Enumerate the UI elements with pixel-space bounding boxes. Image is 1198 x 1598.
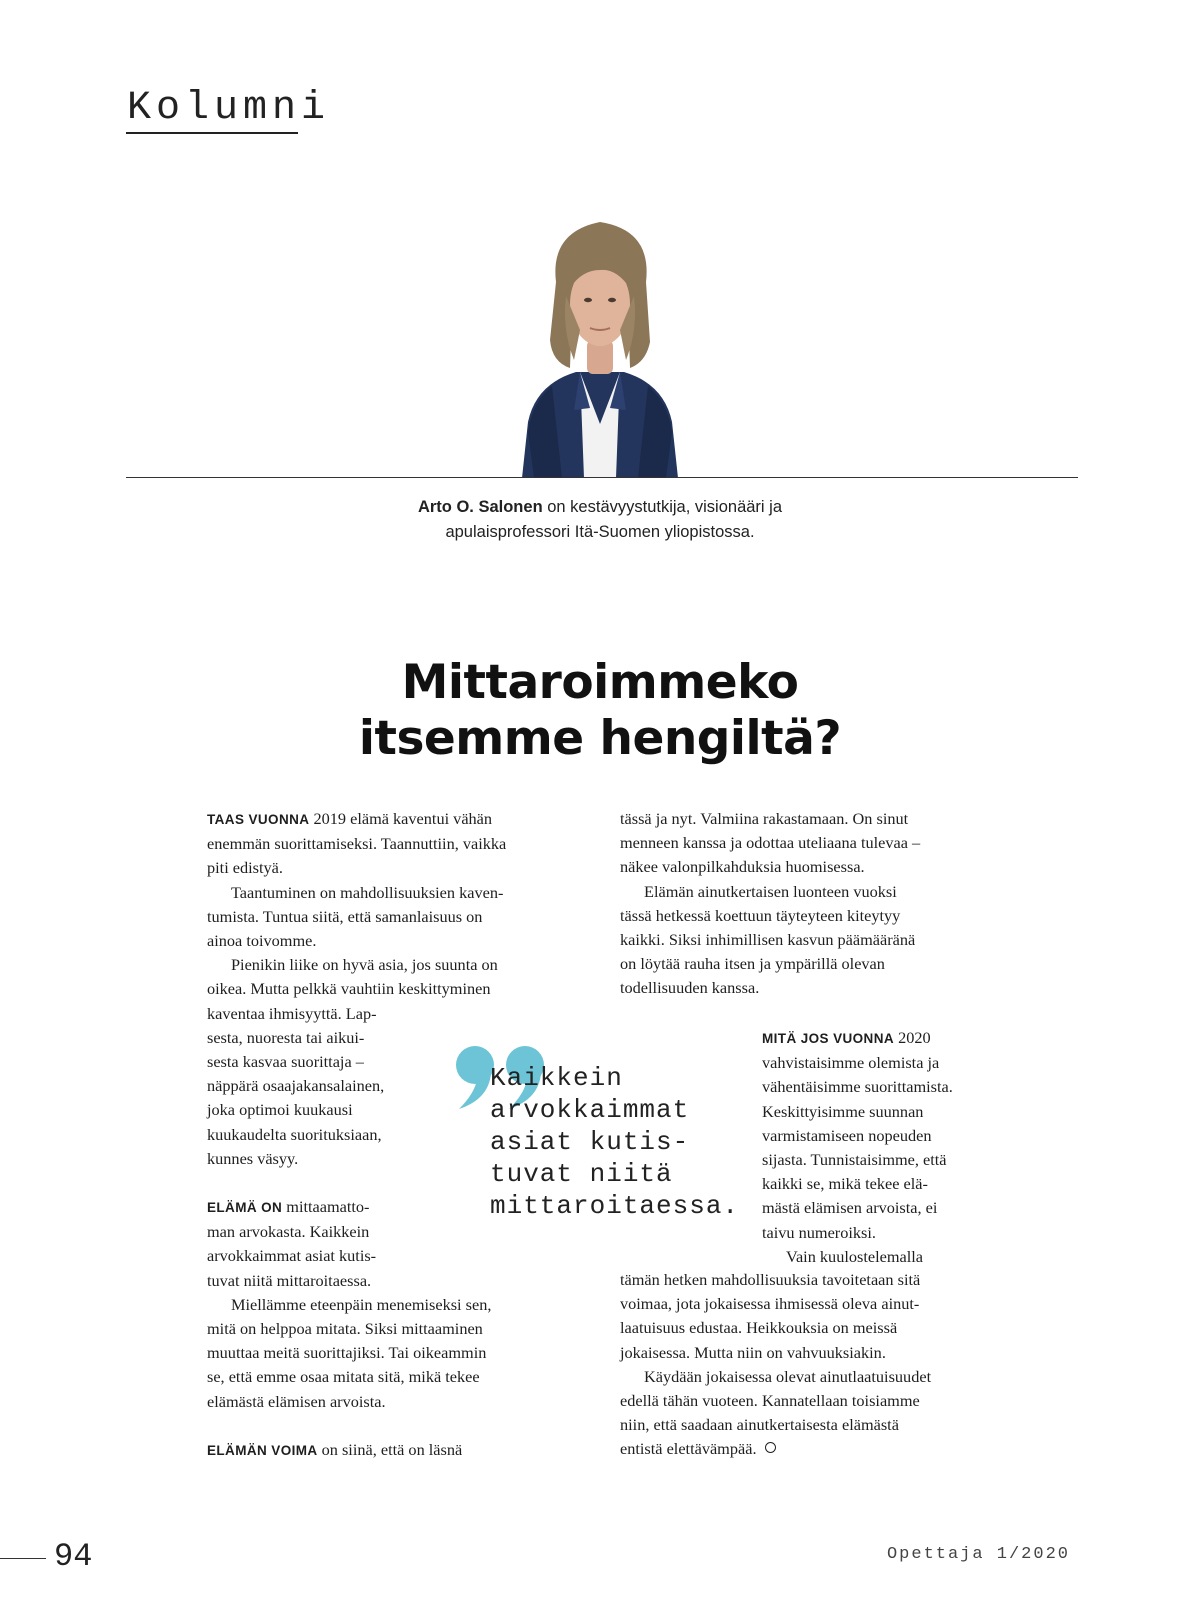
author-caption: Arto O. Salonen on kestävyystutkija, visionääri ja apulaisprofessori Itä-Suomen yliopistossa. xyxy=(417,498,783,541)
section-underline xyxy=(126,132,298,134)
headline: Mittaroimmeko itsemme hengiltä? xyxy=(358,655,842,766)
article-column-right-bottom: tämän hetken mahdollisuuksia tavoitetaan sitä voimaa, jota jokaisessa ihmisessä oleva ainut- laatuisuus edustaa. Heikkouksia on meissä jokaisessa. Mutta niin on vahvuuksiakin. Käydään jokaisessa olevat ainutlaatuisuudet edellä tähän vuoteen. Kannatellaan toisiamme niin, että saadaan ainutkertaisesta elämästä entistä elettävämpää. xyxy=(620,1270,932,1459)
footer-rule xyxy=(0,1558,46,1559)
article-column-right-top: tässä ja nyt. Valmiina rakastamaan. On sinut menneen kanssa ja odottaa uteliaana tulevaa – näkee valonpilkahduksia huomisessa. Elämän ainutkertaisen luonteen vuoksi tässä hetkessä koettuun täyteyteen kiteytyy kaikki. Siksi inhimillisen kasvun päämääränä on löytää rauha itsen ja ympärillä olevan todellisuuden kanssa. xyxy=(620,809,921,998)
article-column-right-narrow: MITÄ JOS VUONNA 2020 vahvistaisimme olemista ja vähentäisimme suorittamista. Keskittyisimme suunnan varmistamiseen nopeuden sijasta. Tunnistaisimme, että kaikki se, mikä tekee elä- mästä elämisen arvoista, ei taivu numeroiksi. Vain kuulostelemalla xyxy=(762,1028,953,1266)
article-column-left: TAAS VUONNA 2019 elämä kaventui vähän enemmän suorittamiseksi. Taannuttiin, vaikka piti edistyä. Taantuminen on mahdollisuuksien kaven- tumista. Tuntua siitä, että samanlaisuus on ainoa toivomme. Pienikin liike on hyvä asia, jos suunta on oikea. Mutta pelkkä vauhtiin keskittyminen kaventaa ihmisyyttä. Lap- sesta, nuoresta tai aikui- sesta kasvaa suorittaja – näppärä osaajakansalainen, joka optimoi kuukausi kuukaudelta suorituksiaan, kunnes väsyy. ELÄMÄ ON mittaamatto- man arvokasta. Kaikkein arvokkaimmat asiat kutis- tuvat niitä mittaroitaessa. Miellämme eteenpäin menemiseksi sen, mitä on helppoa mitata. Siksi mittaaminen muuttaa meitä suorittajiksi. Tai oikeammin se, että emme osaa mitata sitä, mikä tekee elämästä elämisen arvoista. ELÄMÄN VOIMA on siinä, että on läsnä xyxy=(207,809,507,1459)
issue-label: Opettaja 1/2020 xyxy=(886,1545,1070,1564)
page-number: 94 xyxy=(54,1538,93,1575)
author-portrait xyxy=(490,212,710,478)
end-of-article-mark xyxy=(765,1442,776,1453)
section-label: Kolumni xyxy=(127,86,331,131)
portrait-rule xyxy=(126,477,1078,478)
pull-quote: Kaikkein arvokkaimmat asiat kutis- tuvat niitä mittaroitaessa. xyxy=(490,1063,740,1221)
author-name: Arto O. Salonen xyxy=(417,498,543,516)
